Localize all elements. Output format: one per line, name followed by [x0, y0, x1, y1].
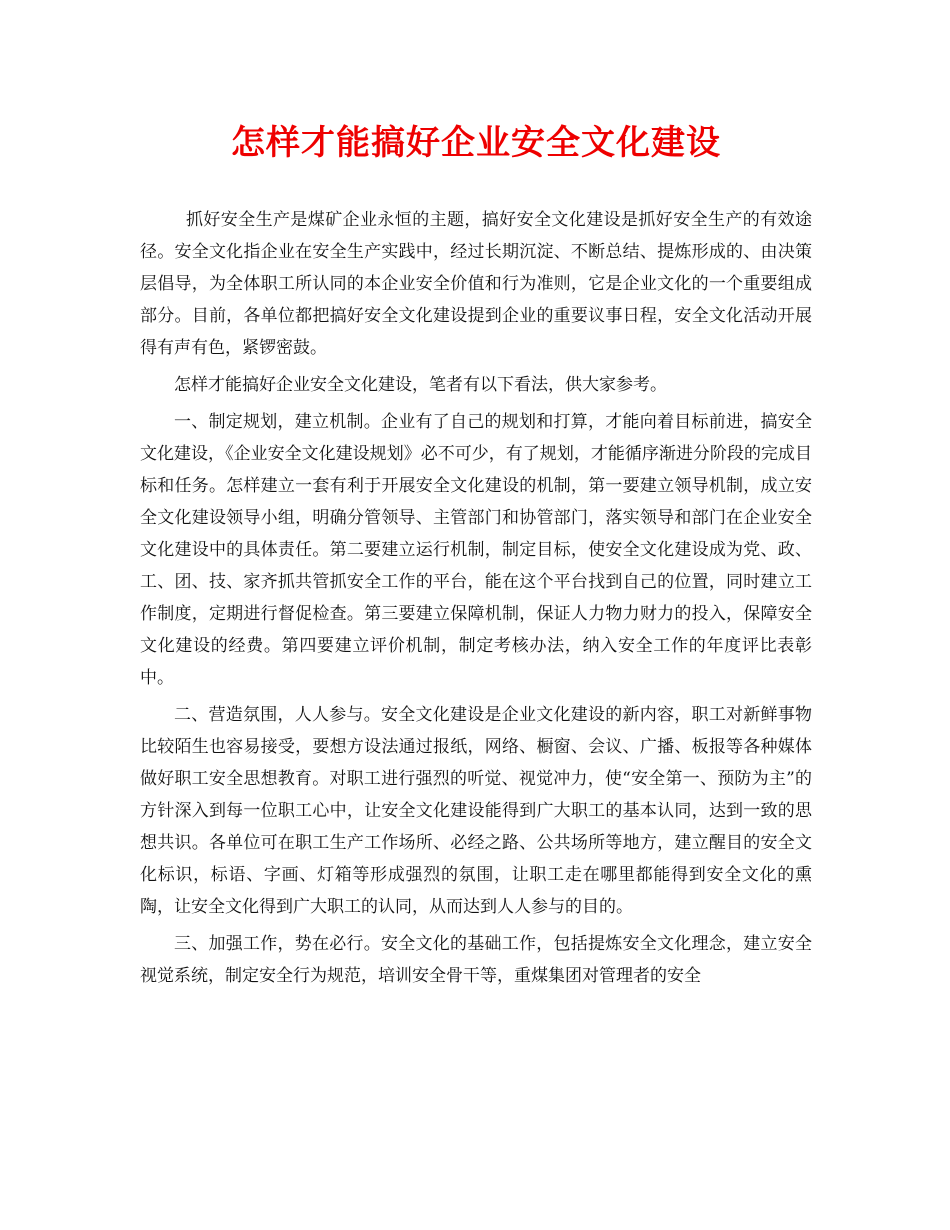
- paragraph-opinion: 怎样才能搞好企业安全文化建设，笔者有以下看法，供大家参考。: [174, 374, 667, 395]
- paragraph-section-1: 一、制定规划，建立机制。企业有了自己的规划和打算，才能向着目标前进，搞安全文化建设，《企业安全文化建设规划》必不可少，有了规划，才能循序渐进分阶段的完成目标和任务。怎样建立一套有利于开展安全文化建设的机制，第一要建立领导机制，成立安全文化建设领导小组，明确分管领导、主管部门和协管部门，落实领导和部门在企业安全文化建设中的具体责任。第二要建立运行机制，制定目标，使安全文化建设成为党、政、工、团、技、家齐抓共管抓安全工作的平台，能在这个平台找到自己的位置，同时建立工作制度，定期进行督促检查。第三要建立保障机制，保证人力物力财力的投入，保障安全文化建设的经费。第四要建立评价机制，制定考核办法，纳入安全工作的年度评比表彰中。: [140, 411, 812, 688]
- paragraph-section-3: 三、加强工作，势在必行。安全文化的基础工作，包括提炼安全文化理念，建立安全视觉系统，制定安全行为规范，培训安全骨干等，重煤集团对管理者的安全: [140, 933, 812, 986]
- paragraph-section-2: 二、营造氛围，人人参与。安全文化建设是企业文化建设的新内容，职工对新鲜事物比较陌生也容易接受，要想方设法通过报纸，网络、橱窗、会议、广播、板报等各种媒体做好职工安全思想教育。对职工进行强烈的听觉、视觉冲力，使“安全第一、预防为主”的方针深入到每一位职工心中，让安全文化建设能得到广大职工的基本认同，达到一致的思想共识。各单位可在职工生产工作场所、必经之路、公共场所等地方，建立醒目的安全文化标识，标语、字画、灯箱等形成强烈的氛围，让职工走在哪里都能得到安全文化的熏陶，让安全文化得到广大职工的认同，从而达到人人参与的目的。: [140, 704, 812, 917]
- paragraph-intro: 抓好安全生产是煤矿企业永恒的主题，搞好安全文化建设是抓好安全生产的有效途径。安全文化指企业在安全生产实践中，经过长期沉淀、不断总结、提炼形成的、由决策层倡导，为全体职工所认同的本企业安全价值和行为准则，它是企业文化的一个重要组成部分。目前，各单位都把搞好安全文化建设提到企业的重要议事日程，安全文化活动开展得有声有色，紧锣密鼓。: [140, 209, 812, 358]
- document-title: 怎样才能搞好企业安全文化建设: [231, 123, 721, 163]
- document-page: [140, 120, 812, 992]
